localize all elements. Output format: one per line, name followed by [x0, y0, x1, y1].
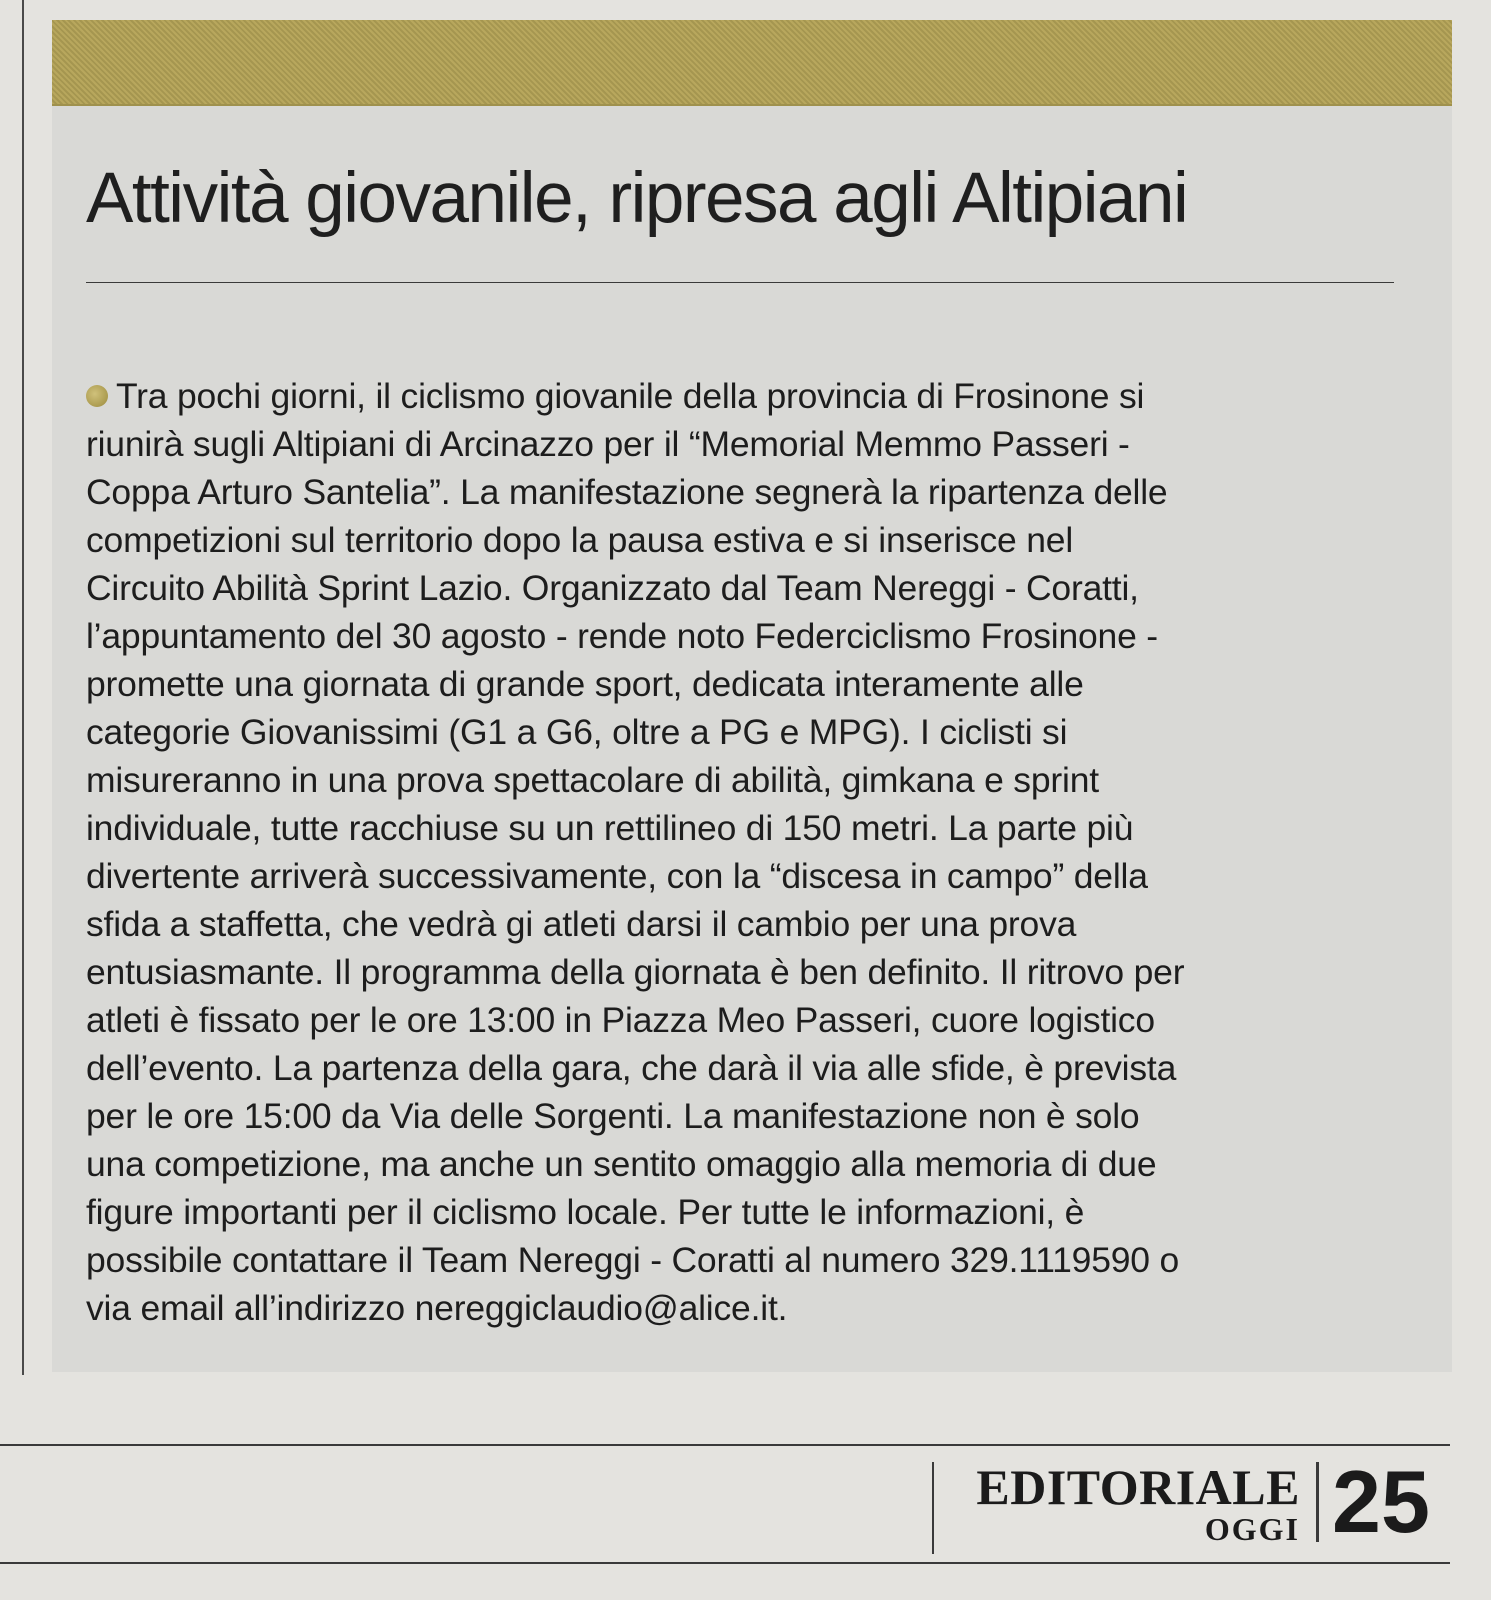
- article-box: [52, 20, 1452, 1372]
- article-body-line: Circuito Abilità Sprint Lazio. Organizzato dal Team Nereggi - Coratti,: [86, 568, 1139, 608]
- page-number-divider: [1316, 1462, 1319, 1542]
- article-body-line: per le ore 15:00 da Via delle Sorgenti. La manifestazione non è solo: [86, 1096, 1140, 1136]
- masthead-logo: [940, 1459, 1300, 1547]
- article-body-line: dell’evento. La partenza della gara, che darà il via alle sfide, è prevista: [86, 1048, 1177, 1088]
- gold-dot-icon: [86, 385, 108, 407]
- footer-bottom-rule: [0, 1562, 1450, 1564]
- article-body-line: divertente arriverà successivamente, con la “discesa in campo” della: [86, 856, 1148, 896]
- masthead-subtitle: OGGI: [1204, 1511, 1300, 1547]
- masthead-title: EDITORIALE: [976, 1459, 1300, 1515]
- article-headline: Attività giovanile, ripresa agli Altipiani: [86, 159, 1188, 238]
- footer-top-rule: [0, 1444, 1450, 1446]
- article-body-line: individuale, tutte racchiuse su un rettilineo di 150 metri. La parte più: [86, 808, 1134, 848]
- article-body-line: promette una giornata di grande sport, dedicata interamente alle: [86, 664, 1084, 704]
- article-body-line: competizioni sul territorio dopo la pausa estiva e si inserisce nel: [86, 520, 1074, 560]
- article-body-line: Tra pochi giorni, il ciclismo giovanile della provincia di Frosinone si: [86, 372, 1416, 420]
- headline-divider: [86, 282, 1394, 283]
- article-body-line: via email all’indirizzo nereggiclaudio@alice.it.: [86, 1288, 788, 1328]
- article-body-line: Coppa Arturo Santelia”. La manifestazione segnerà la ripartenza delle: [86, 472, 1168, 512]
- article-body-line: sfida a staffetta, che vedrà gi atleti darsi il cambio per una prova: [86, 904, 1077, 944]
- page-number: 25: [1332, 1452, 1430, 1551]
- article-body-line: entusiasmante. Il programma della giornata è ben definito. Il ritrovo per: [86, 952, 1185, 992]
- masthead-divider: [932, 1462, 934, 1554]
- article-body-line: categorie Giovanissimi (G1 a G6, oltre a PG e MPG). I ciclisti si: [86, 712, 1068, 752]
- article-body-line: l’appuntamento del 30 agosto - rende noto Federciclismo Frosinone -: [86, 616, 1158, 656]
- left-column-rule: [22, 0, 24, 1375]
- article-body-line: riunirà sugli Altipiani di Arcinazzo per il “Memorial Memmo Passeri -: [86, 424, 1130, 464]
- article-body: [86, 372, 1416, 1332]
- article-body-line: misureranno in una prova spettacolare di abilità, gimkana e sprint: [86, 760, 1099, 800]
- article-body-line: atleti è fissato per le ore 13:00 in Piazza Meo Passeri, cuore logistico: [86, 1000, 1155, 1040]
- gold-header-band: [52, 20, 1452, 106]
- article-body-line: possibile contattare il Team Nereggi - Coratti al numero 329.1119590 o: [86, 1240, 1180, 1280]
- article-body-line: figure importanti per il ciclismo locale. Per tutte le informazioni, è: [86, 1192, 1085, 1232]
- article-body-line: una competizione, ma anche un sentito omaggio alla memoria di due: [86, 1144, 1157, 1184]
